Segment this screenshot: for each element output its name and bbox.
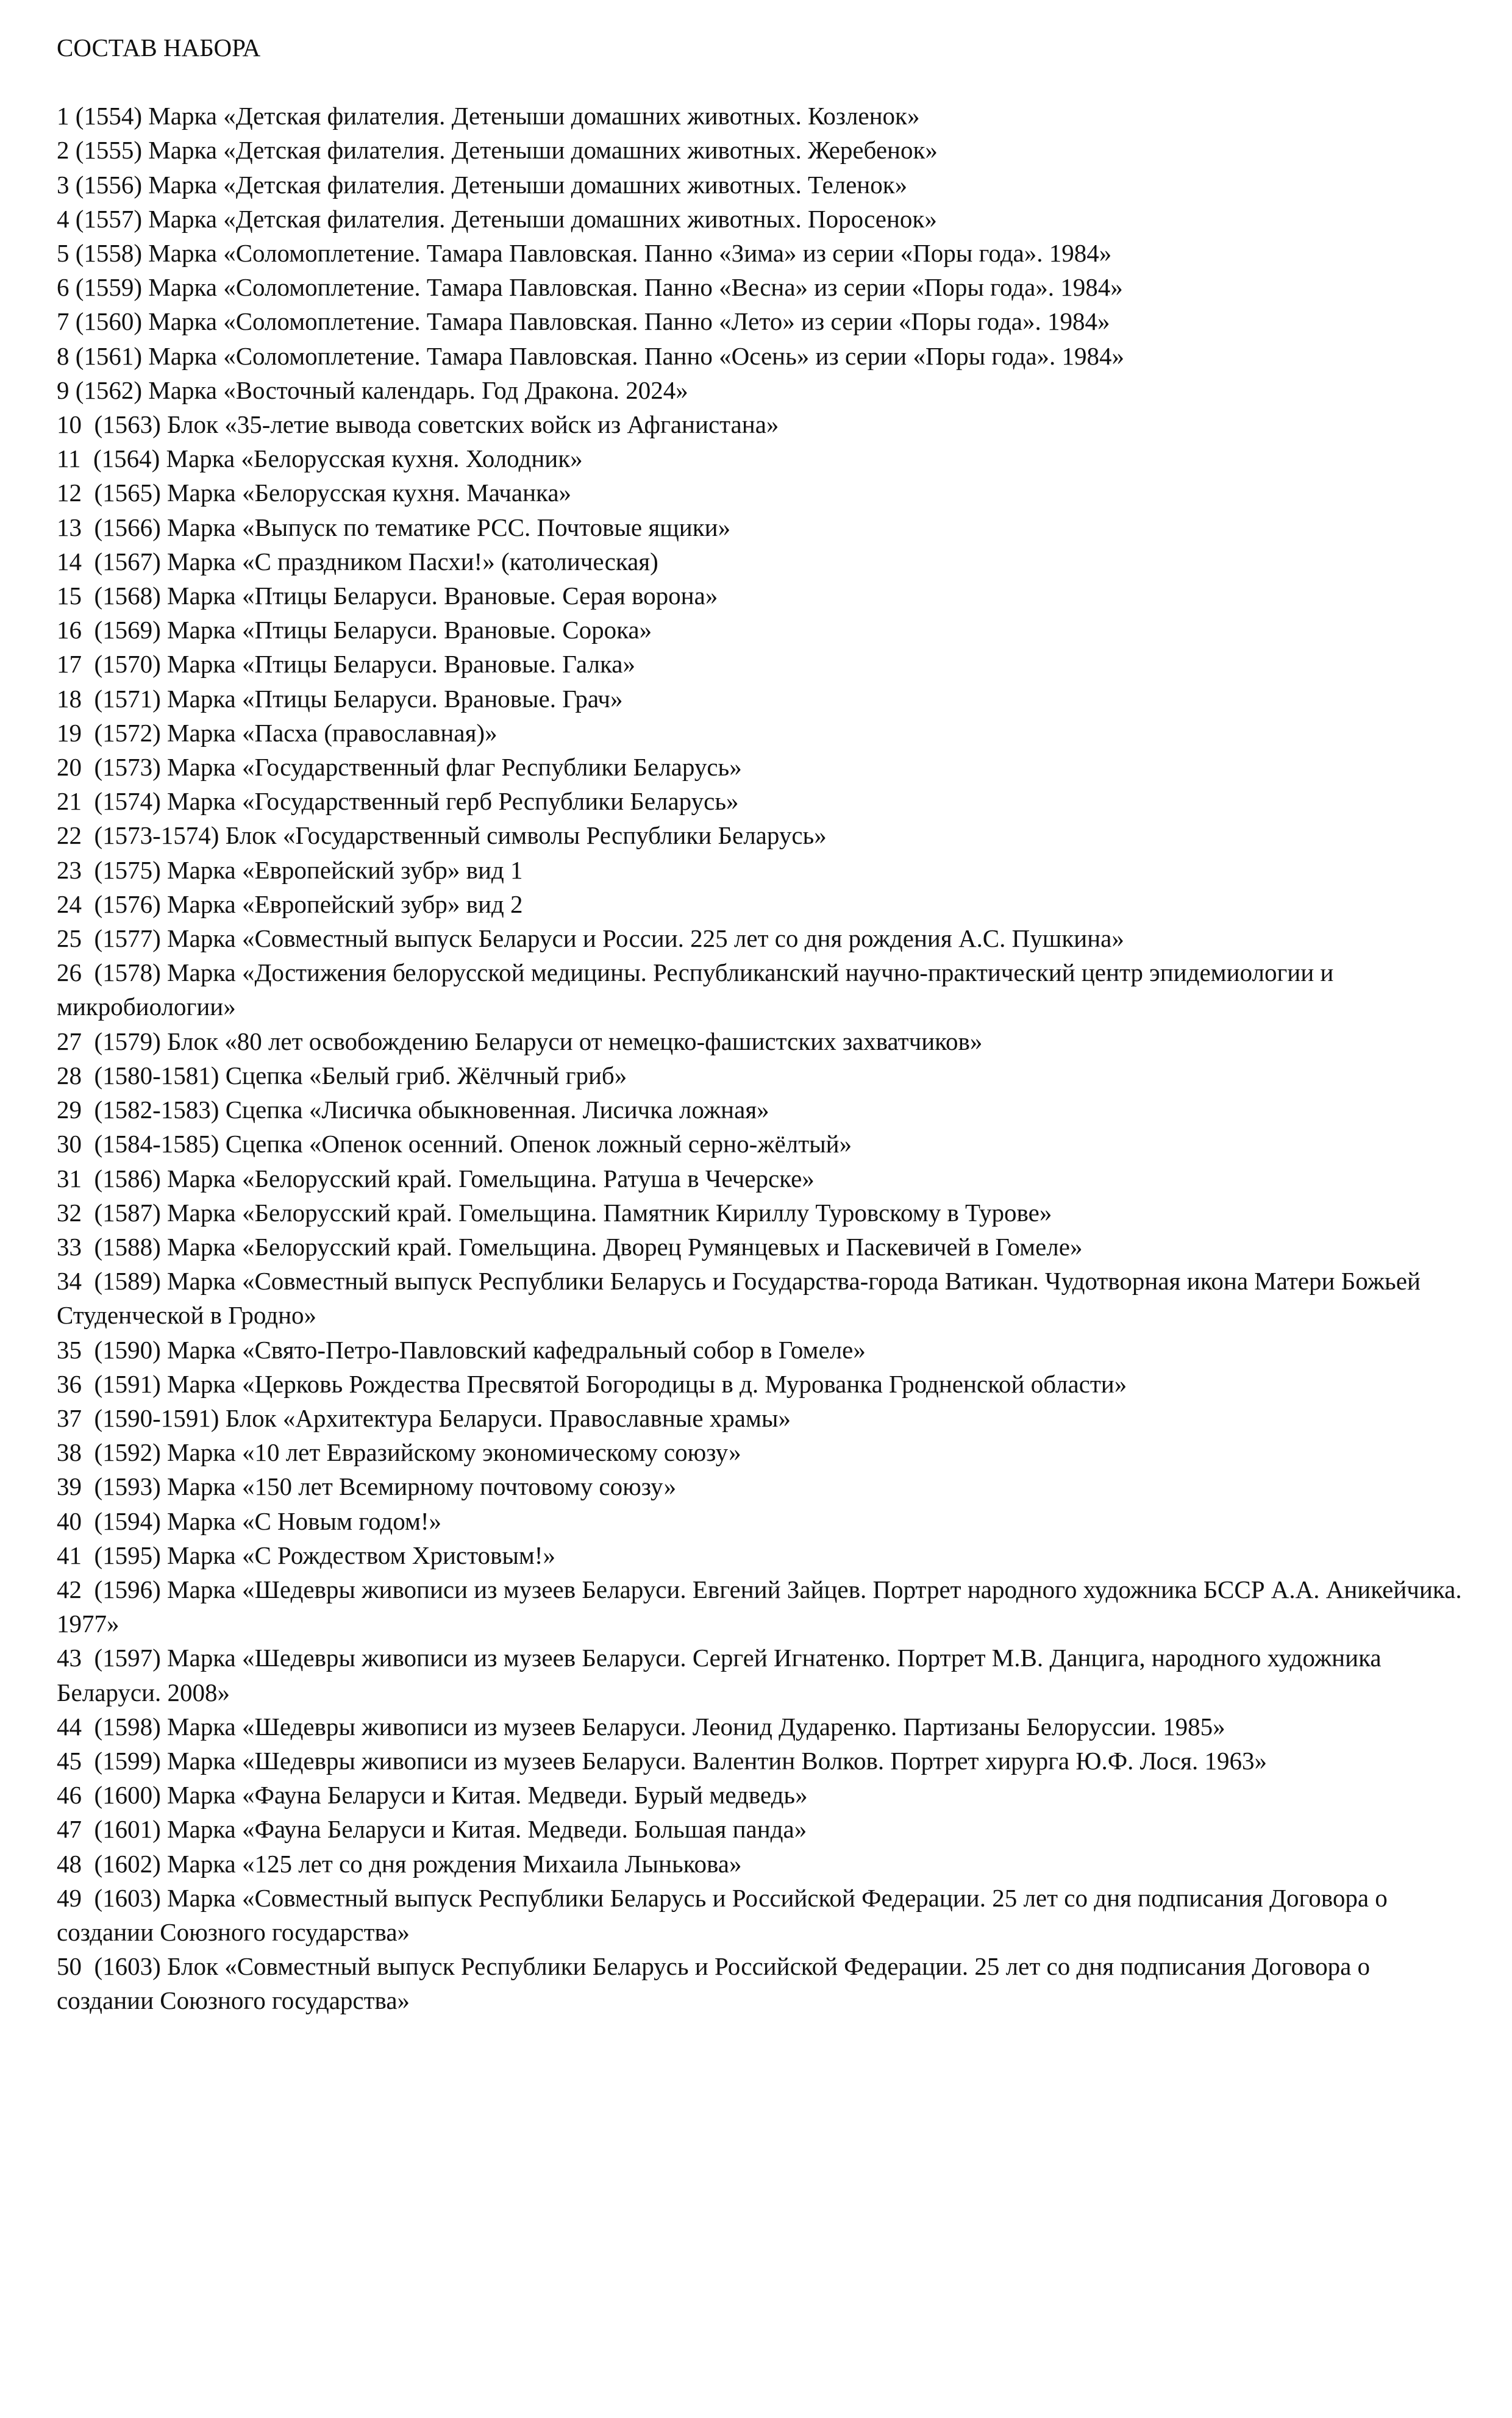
list-item: 30 (1584-1585) Сцепка «Опенок осенний. Опенок ложный серно-жёлтый» — [57, 1130, 852, 1158]
list-item: 19 (1572) Марка «Пасха (православная)» — [57, 718, 497, 747]
list-item: 4 (1557) Марка «Детская филателия. Детеныши домашних животных. Поросенок» — [57, 204, 937, 233]
list-item: 27 (1579) Блок «80 лет освобождению Беларуси от немецко-фашистских захватчиков» — [57, 1027, 983, 1055]
list-item: 14 (1567) Марка «С праздником Пасхи!» (католическая) — [57, 547, 658, 576]
list-item: 9 (1562) Марка «Восточный календарь. Год Дракона. 2024» — [57, 376, 688, 404]
list-item: 43 (1597) Марка «Шедевры живописи из музеев Беларуси. Сергей Игнатенко. Портрет М.В. Данцига, народного художника Беларуси. 2008» — [57, 1644, 1388, 1707]
list-item: 38 (1592) Марка «10 лет Евразийскому экономическому союзу» — [57, 1438, 741, 1467]
list-item: 29 (1582-1583) Сцепка «Лисичка обыкновенная. Лисичка ложная» — [57, 1096, 769, 1124]
list-item: 24 (1576) Марка «Европейский зубр» вид 2 — [57, 890, 523, 918]
list-item: 11 (1564) Марка «Белорусская кухня. Холодник» — [57, 444, 583, 473]
list-item: 18 (1571) Марка «Птицы Беларуси. Врановые. Грач» — [57, 684, 623, 713]
list-item: 7 (1560) Марка «Соломоплетение. Тамара Павловская. Панно «Лето» из серии «Поры года». 1984» — [57, 307, 1110, 336]
set-contents-list — [57, 99, 1471, 2017]
list-item: 37 (1590-1591) Блок «Архитектура Беларуси. Православные храмы» — [57, 1403, 791, 1432]
list-item: 50 (1603) Блок «Совместный выпуск Республики Беларусь и Российской Федерации. 25 лет со дня подписания Договора о создании Союзного государства» — [57, 1952, 1377, 2015]
list-item: 20 (1573) Марка «Государственный флаг Республики Беларусь» — [57, 753, 742, 782]
list-item: 5 (1558) Марка «Соломоплетение. Тамара Павловская. Панно «Зима» из серии «Поры года». 1984» — [57, 239, 1112, 268]
list-item: 8 (1561) Марка «Соломоплетение. Тамара Павловская. Панно «Осень» из серии «Поры года». 1984» — [57, 341, 1125, 370]
list-item: 10 (1563) Блок «35-летие вывода советских войск из Афганистана» — [57, 410, 779, 439]
list-item: 21 (1574) Марка «Государственный герб Республики Беларусь» — [57, 787, 739, 816]
list-item: 36 (1591) Марка «Церковь Рождества Пресвятой Богородицы в д. Мурованка Гродненской области» — [57, 1369, 1127, 1398]
list-item: 15 (1568) Марка «Птицы Беларуси. Врановые. Серая ворона» — [57, 582, 718, 610]
list-item: 44 (1598) Марка «Шедевры живописи из музеев Беларуси. Леонид Дударенко. Партизаны Белоруссии. 1985» — [57, 1712, 1225, 1741]
list-item: 23 (1575) Марка «Европейский зубр» вид 1 — [57, 855, 523, 884]
list-item: 46 (1600) Марка «Фауна Беларуси и Китая. Медведи. Бурый медведь» — [57, 1781, 808, 1810]
list-item: 32 (1587) Марка «Белорусский край. Гомельщина. Памятник Кириллу Туровскому в Турове» — [57, 1198, 1052, 1227]
document-title: СОСТАВ НАБОРА — [57, 34, 261, 62]
list-item: 40 (1594) Марка «С Новым годом!» — [57, 1507, 442, 1535]
list-item: 13 (1566) Марка «Выпуск по тематике РСС. Почтовые ящики» — [57, 513, 731, 541]
list-item: 12 (1565) Марка «Белорусская кухня. Мачанка» — [57, 479, 572, 507]
list-item: 22 (1573-1574) Блок «Государственный символы Республики Беларусь» — [57, 821, 827, 850]
list-item: 39 (1593) Марка «150 лет Всемирному почтовому союзу» — [57, 1472, 677, 1501]
list-item: 25 (1577) Марка «Совместный выпуск Беларуси и России. 225 лет со дня рождения А.С. Пушкина» — [57, 924, 1124, 953]
list-item: 2 (1555) Марка «Детская филателия. Детеныши домашних животных. Жеребенок» — [57, 136, 938, 165]
list-item: 3 (1556) Марка «Детская филателия. Детеныши домашних животных. Теленок» — [57, 170, 908, 199]
list-item: 1 (1554) Марка «Детская филателия. Детеныши домашних животных. Козленок» — [57, 102, 920, 130]
list-item: 45 (1599) Марка «Шедевры живописи из музеев Беларуси. Валентин Волков. Портрет хирурга Ю.Ф. Лося. 1963» — [57, 1746, 1268, 1775]
list-item: 47 (1601) Марка «Фауна Беларуси и Китая. Медведи. Большая панда» — [57, 1815, 807, 1844]
list-item: 34 (1589) Марка «Совместный выпуск Республики Беларусь и Государства-города Ватикан. Чудотворная икона Матери Божьей Студенческой в Гродно» — [57, 1267, 1427, 1330]
document-page — [57, 30, 1471, 2018]
list-item: 28 (1580-1581) Сцепка «Белый гриб. Жёлчный гриб» — [57, 1061, 627, 1090]
list-item: 17 (1570) Марка «Птицы Беларуси. Врановые. Галка» — [57, 650, 635, 679]
list-item: 41 (1595) Марка «С Рождеством Христовым!» — [57, 1541, 555, 1569]
list-item: 33 (1588) Марка «Белорусский край. Гомельщина. Дворец Румянцевых и Паскевичей в Гомеле» — [57, 1232, 1083, 1261]
list-item: 6 (1559) Марка «Соломоплетение. Тамара Павловская. Панно «Весна» из серии «Поры года». 1984» — [57, 273, 1123, 302]
list-item: 42 (1596) Марка «Шедевры живописи из музеев Беларуси. Евгений Зайцев. Портрет народного художника БССР А.А. Аникейчика. 1977» — [57, 1575, 1468, 1638]
list-item: 35 (1590) Марка «Свято-Петро-Павловский кафедральный собор в Гомеле» — [57, 1335, 866, 1364]
list-item: 26 (1578) Марка «Достижения белорусской медицины. Республиканский научно-практический центр эпидемиологии и микробиологии» — [57, 958, 1340, 1021]
list-item: 31 (1586) Марка «Белорусский край. Гомельщина. Ратуша в Чечерске» — [57, 1164, 815, 1193]
list-item: 49 (1603) Марка «Совместный выпуск Республики Беларусь и Российской Федерации. 25 лет со дня подписания Договора о создании Союзного государства» — [57, 1883, 1394, 1946]
list-item: 48 (1602) Марка «125 лет со дня рождения Михаила Лынькова» — [57, 1849, 742, 1878]
list-item: 16 (1569) Марка «Птицы Беларуси. Врановые. Сорока» — [57, 616, 652, 644]
